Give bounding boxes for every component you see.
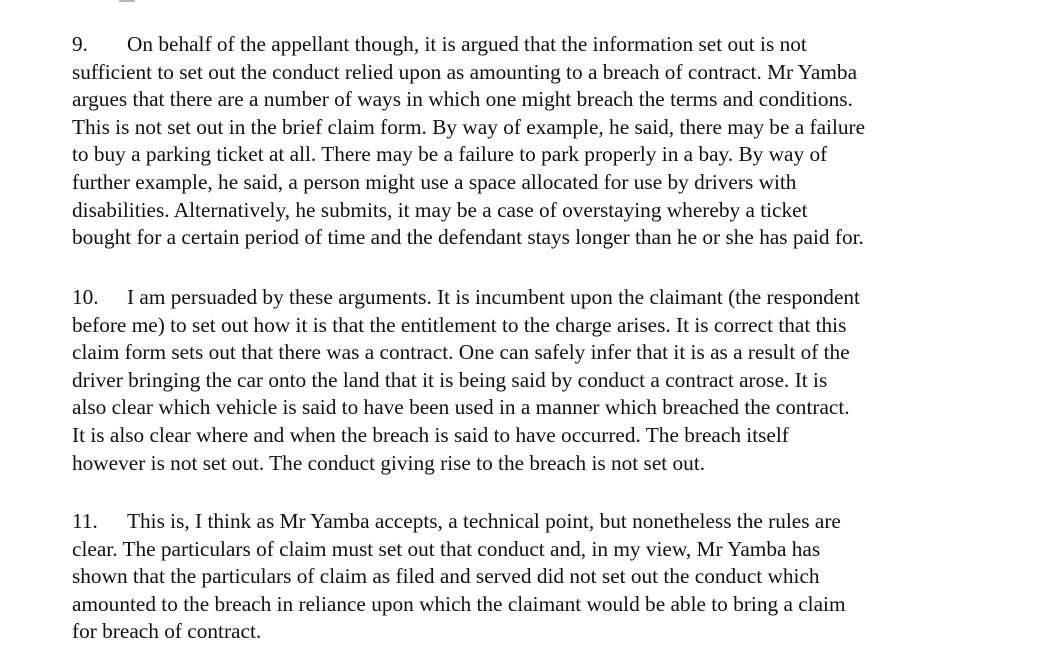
paragraph-11 [72, 508, 1032, 646]
paragraph-10 [72, 284, 1032, 477]
paragraph-text: This is, I think as Mr Yamba accepts, a technical point, but nonetheless the rules are clear. The particulars of claim must set out that conduct and, in my view, Mr Yamba has shown that the particulars of claim as filed and served did not set out the conduct which amounted to the breach in reliance upon which the claimant would be able to bring a claim for breach of contract. [72, 509, 846, 644]
paragraph-number: 9. [72, 32, 88, 56]
paragraph-number: 10. [72, 285, 99, 309]
paragraph-text: On behalf of the appellant though, it is argued that the information set out is not sufficient to set out the conduct relied upon as amounting to a breach of contract. Mr Yamba argues that there are a number of ways in which one might breach the terms and conditions. This is not set out in the brief claim form. By way of example, he said, there may be a failure to buy a parking ticket at all. There may be a failure to park properly in a bay. By way of further example, he said, a person might use a space allocated for use by drivers with disabilities. Alternatively, he submits, it may be a case of overstaying whereby a ticket bought for a certain period of time and the defendant stays longer than he or she has paid for. [72, 32, 866, 250]
paragraph-text: I am persuaded by these arguments. It is incumbent upon the claimant (the respondent before me) to set out how it is that the entitlement to the charge arises. It is correct that this claim form sets out that there was a contract. One can safely infer that it is as a result of the driver bringing the car onto the land that it is being said by conduct a contract arose. It is also clear which vehicle is said to have been used in a manner which breached the contract. It is also clear where and when the breach is said to have occurred. The breach itself however is not set out. The conduct giving rise to the breach is not set out. [72, 285, 860, 475]
paragraph-number: 11. [72, 509, 98, 533]
page-top-mark [119, 0, 135, 2]
paragraph-9 [72, 31, 1032, 252]
